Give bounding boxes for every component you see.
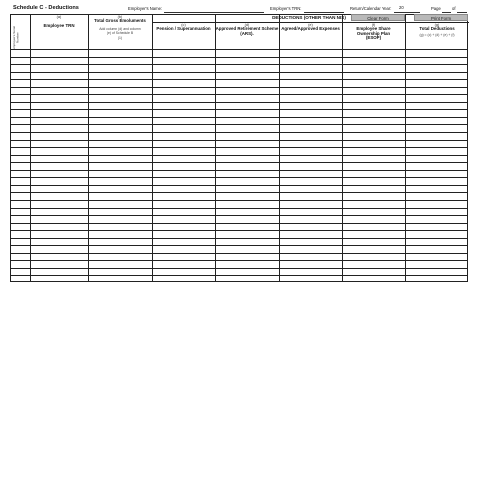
- table-row-divider: [11, 208, 467, 209]
- employer-trn-label: Employer's TRN:: [270, 6, 302, 11]
- table-row-divider: [11, 170, 467, 171]
- table-row-divider: [11, 162, 467, 163]
- column-e-header: [279, 23, 342, 32]
- deductions-heading: DEDUCTIONS (OTHER THAN NIS): [272, 15, 346, 20]
- column-g-letter: (g): [434, 23, 440, 27]
- table-row-divider: [11, 147, 467, 148]
- column-d-letter: (d): [244, 23, 250, 27]
- table-row-divider: [11, 185, 467, 186]
- employer-name-field[interactable]: [164, 12, 264, 13]
- column-c-label: Pension / Superannuation: [156, 26, 211, 32]
- page-of-label: of: [452, 6, 456, 11]
- serial-number-header: Employee's Serial Number: [12, 26, 20, 50]
- table-row-divider: [11, 200, 467, 201]
- column-b-ref: (1): [117, 35, 123, 40]
- table-row-divider: [11, 117, 467, 118]
- print-form-button[interactable]: Print Form: [414, 14, 468, 21]
- column-g-header: [405, 23, 469, 37]
- table-row-divider: [11, 132, 467, 133]
- column-b-letter: (b): [117, 15, 123, 19]
- employer-name-label: Employer's Name:: [128, 6, 163, 11]
- table-row-divider: [11, 275, 467, 276]
- column-f-header: [342, 23, 405, 41]
- table-row-divider: [11, 230, 467, 231]
- column-b-header: [88, 15, 152, 40]
- column-f-label: Employee Share Ownership Plan (ESOP): [356, 26, 391, 41]
- header-divider: [11, 49, 467, 50]
- table-row-divider: [11, 87, 467, 88]
- page-label: Page: [431, 6, 441, 11]
- column-d-header: [215, 23, 279, 36]
- table-row-divider: [11, 155, 467, 156]
- page-total-field[interactable]: [457, 12, 467, 13]
- column-a-label: Employee TRN: [43, 23, 75, 29]
- table-row-divider: [11, 124, 467, 125]
- table-row-divider: [11, 238, 467, 239]
- column-e-label: Agreed/Approved Expenses: [281, 26, 340, 32]
- table-row-divider: [11, 79, 467, 80]
- return-year-field[interactable]: [394, 12, 420, 13]
- deductions-table: [10, 14, 468, 282]
- return-year-value: 20: [399, 5, 404, 10]
- column-a-letter: (a): [56, 15, 62, 19]
- return-year-label: Return/Calendar Year:: [350, 6, 392, 11]
- column-b-label: Total Gross Emoluments: [94, 18, 146, 24]
- table-row-divider: [11, 268, 467, 269]
- column-a-header: [30, 15, 88, 29]
- table-row-divider: [11, 64, 467, 65]
- column-d-label: Approved Retirement Scheme (ARS).: [215, 26, 279, 36]
- column-c-header: [152, 23, 215, 32]
- table-row-divider: [11, 192, 467, 193]
- column-e-letter: (e): [308, 23, 313, 27]
- column-b-note: Add column (d) and column (e) of Schedule B: [99, 26, 141, 36]
- column-g-formula: (g) = (c) + (d) + (e) + (f): [419, 32, 455, 37]
- table-row-divider: [11, 102, 467, 103]
- column-g-label: Total Deductions: [419, 26, 455, 32]
- table-row-divider: [11, 57, 467, 58]
- table-row-divider: [11, 245, 467, 246]
- employer-trn-field[interactable]: [304, 12, 344, 13]
- table-row-divider: [11, 223, 467, 224]
- table-row-divider: [11, 253, 467, 254]
- table-row-divider: [11, 260, 467, 261]
- table-row-divider: [11, 215, 467, 216]
- table-row-divider: [11, 140, 467, 141]
- table-row-divider: [11, 72, 467, 73]
- table-row-divider: [11, 94, 467, 95]
- clear-form-button[interactable]: Clear Form: [351, 14, 405, 21]
- form-title: Schedule C - Deductions: [13, 5, 79, 11]
- column-f-letter: (f): [371, 23, 376, 27]
- page-number-field[interactable]: [442, 12, 451, 13]
- table-row-divider: [11, 109, 467, 110]
- table-row-divider: [11, 177, 467, 178]
- column-c-letter: (c): [181, 23, 186, 27]
